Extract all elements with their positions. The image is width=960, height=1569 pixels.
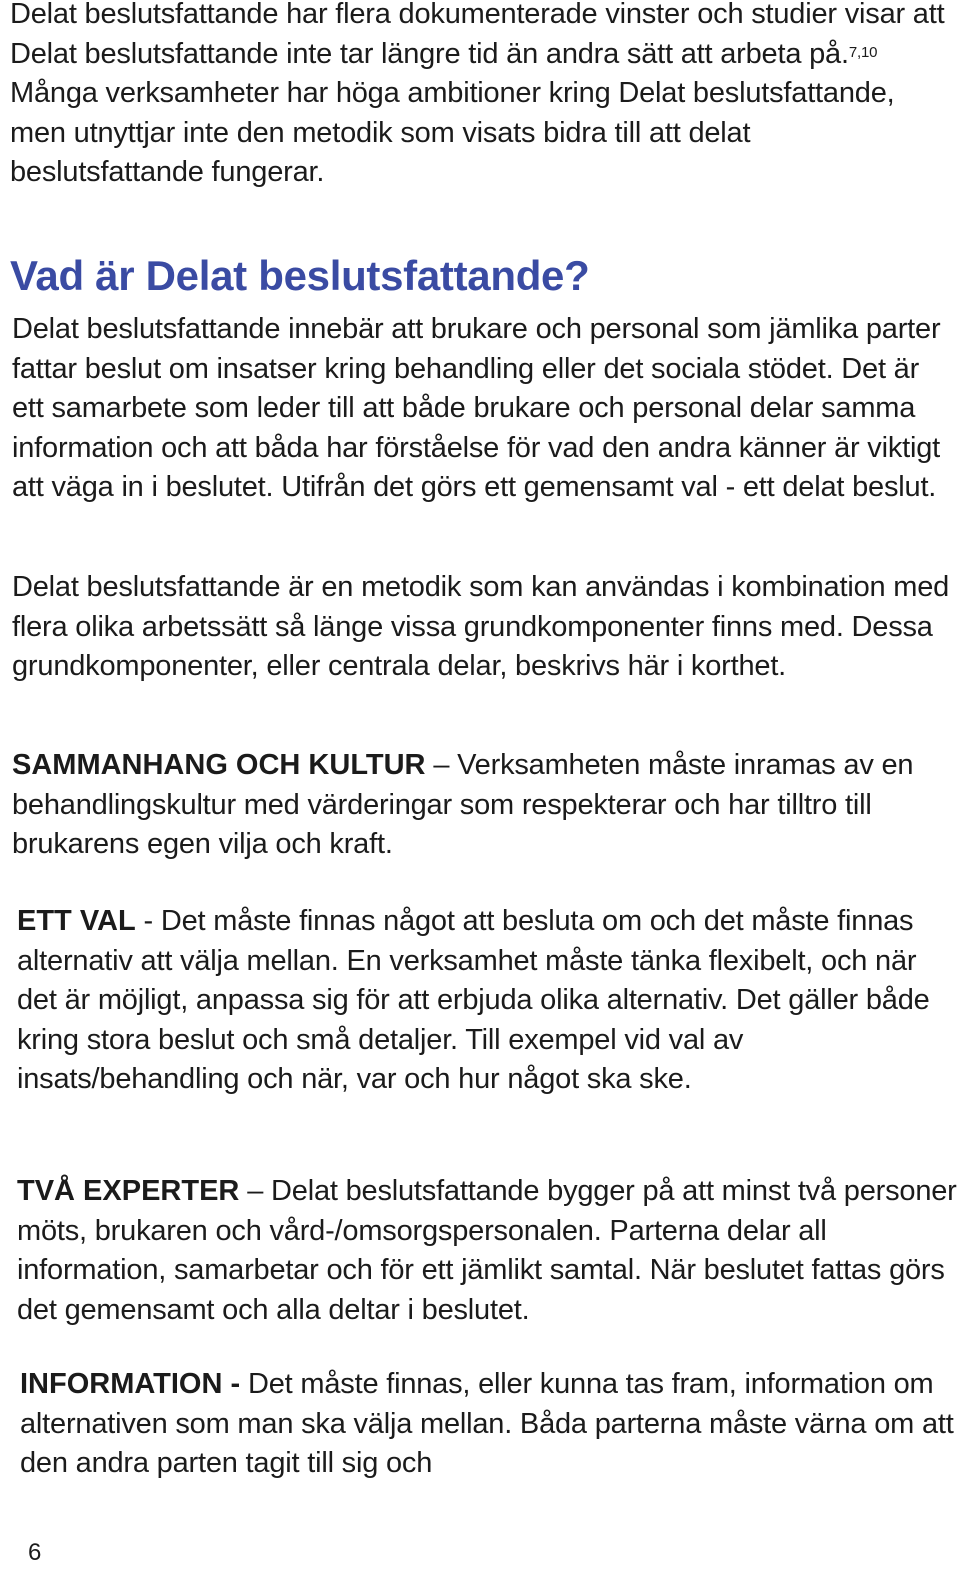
component-separator: –: [239, 1175, 272, 1207]
component-context-culture: [12, 746, 952, 865]
intro-text: Delat beslutsfattande har flera dokumenterade vinster och studier visar att Delat beslutsfattande inte tar längre tid än andra sätt att arbeta på.: [10, 0, 945, 70]
page-number: 6: [28, 1539, 42, 1566]
component-description: Verksamheten måste inramas av en behandlingskultur med värderingar som respekterar och har tilltro till brukarens egen vilja och kraft.: [12, 749, 914, 860]
component-information: [20, 1365, 960, 1484]
component-description: Delat beslutsfattande bygger på att minst två personer möts, brukaren och vård-/omsorgspersonalen. Parterna delar all information, samarbetar och för ett jämlikt samtal. När beslutet fattas görs det gemensamt och alla deltar i beslutet.: [17, 1175, 957, 1326]
component-separator: –: [425, 749, 458, 781]
component-term: ETT VAL: [17, 905, 136, 937]
component-two-experts: [17, 1172, 957, 1330]
component-separator: -: [135, 905, 161, 937]
intro-text-continued: Många verksamheter har höga ambitioner kring Delat beslutsfattande, men utnyttjar inte den metodik som visats bidra till att delat beslutsfattande fungerar.: [10, 77, 895, 188]
component-description: Det måste finnas, eller kunna tas fram, information om alternativen som man ska välja mellan. Båda parterna måste värna om att den andra parten tagit till sig och: [20, 1368, 954, 1479]
component-term: TVÅ EXPERTER: [17, 1175, 240, 1207]
component-description: Det måste finnas något att besluta om och det måste finnas alternativ att välja mellan. En verksamhet måste tänka flexibelt, och när det är möjligt, anpassa sig för att erbjuda olika alternativ. Det gäller både kring stora beslut och små detaljer. Till exempel vid val av insats/behandling och när, var och hur något ska ske.: [17, 905, 930, 1095]
definition-paragraph: Delat beslutsfattande innebär att brukare och personal som jämlika parter fattar beslut om insatser kring behandling eller det sociala stödet. Det är ett samarbete som leder till att både brukare och personal delar samma information och att båda har förståelse för vad den andra känner är viktigt att väga in i beslutet. Utifrån det görs ett gemensamt val - ett delat beslut.: [12, 313, 941, 503]
component-term: INFORMATION -: [20, 1368, 241, 1400]
component-term: SAMMANHANG OCH KULTUR: [12, 749, 426, 781]
component-separator: [240, 1368, 248, 1400]
intro-paragraph: [10, 0, 950, 193]
component-a-choice: [17, 902, 957, 1100]
section-heading: Vad är Delat beslutsfattande?: [10, 252, 590, 299]
method-paragraph: Delat beslutsfattande är en metodik som kan användas i kombination med flera olika arbetssätt så länge vissa grundkomponenter finns med. Dessa grundkomponenter, eller centrala delar, beskrivs här i korthet.: [12, 571, 950, 682]
reference-superscript: 7,10: [848, 43, 878, 61]
